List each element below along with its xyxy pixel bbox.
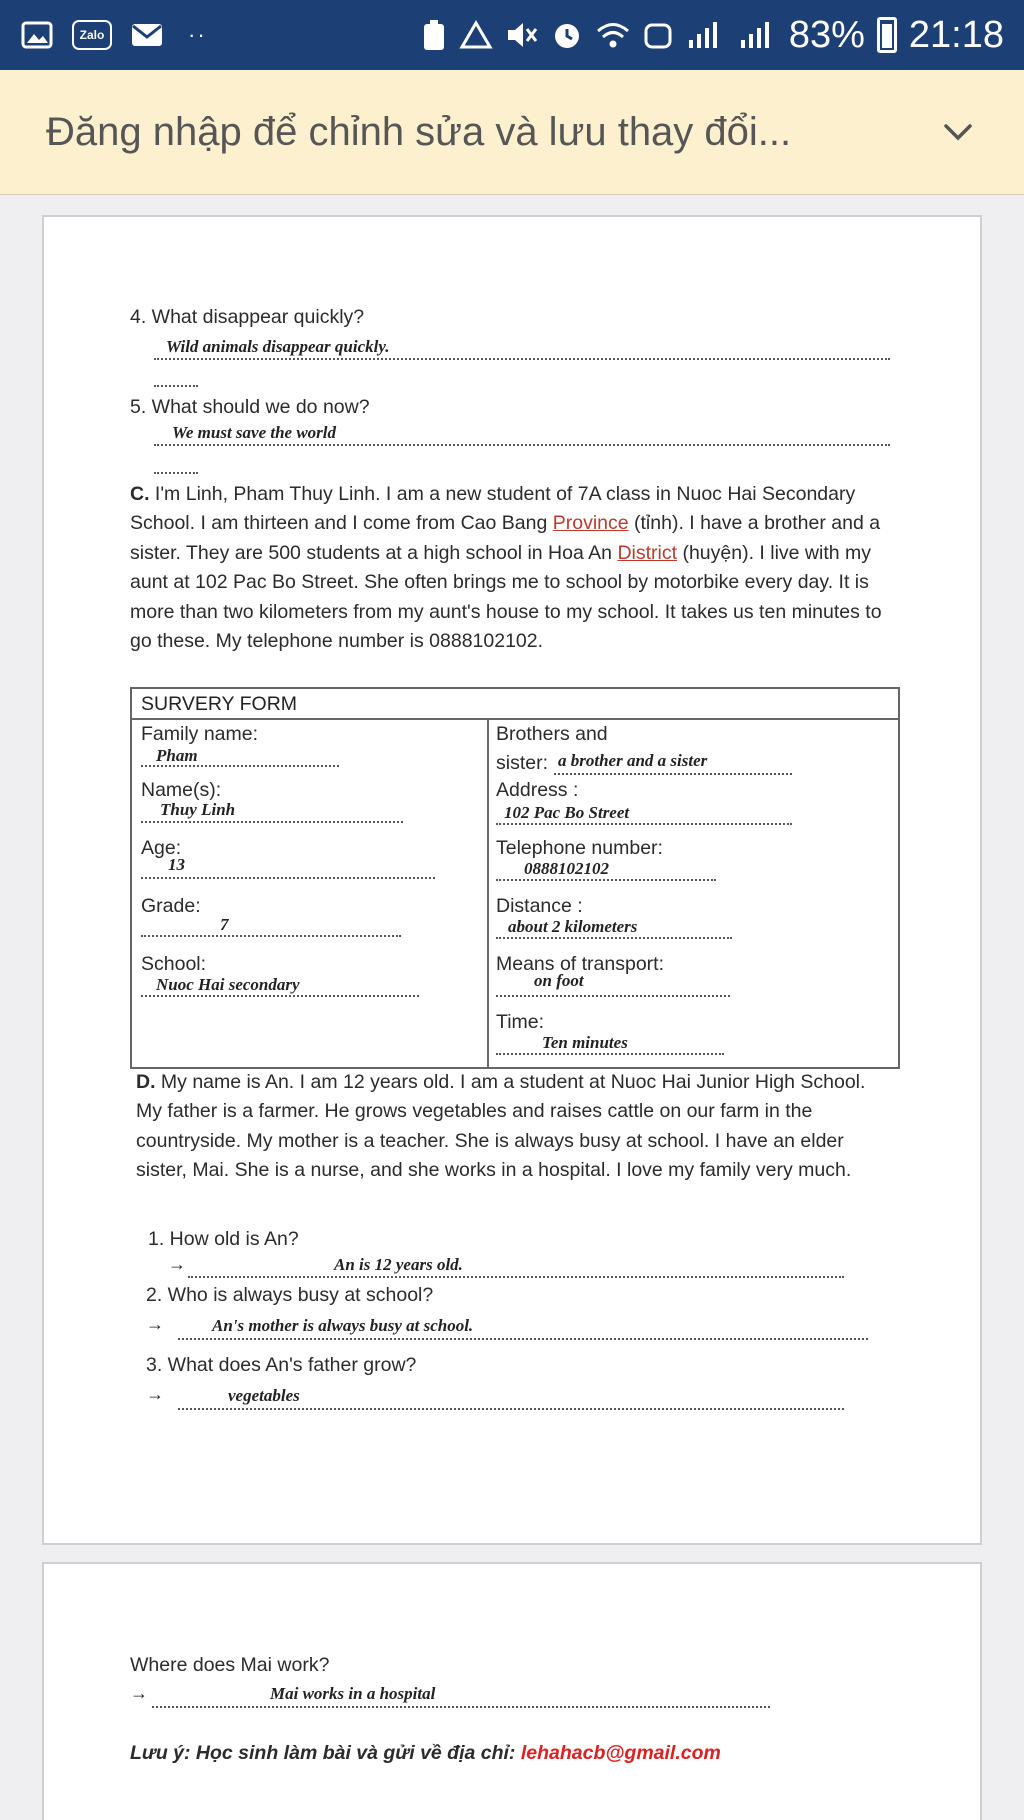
gallery-icon: [20, 20, 54, 50]
brothers-label-2: sister:: [496, 752, 549, 774]
grade-label: Grade:: [141, 895, 201, 917]
recycle-icon: [421, 18, 447, 52]
answer-line-b5-cont: [154, 452, 198, 474]
arrow-icon: →: [130, 1683, 148, 1703]
survey-form-divider: [487, 720, 489, 1069]
school-value: Nuoc Hai secondary: [156, 975, 300, 994]
names-label: Name(s):: [141, 779, 222, 801]
question-d2: 2. Who is always busy at school?: [146, 1284, 434, 1306]
signal-icon: [685, 20, 725, 50]
distance-value: about 2 kilometers: [508, 917, 638, 936]
survey-form-title: SURVERY FORM: [132, 689, 898, 720]
answer-line-d4: [152, 1686, 770, 1708]
age-value: 13: [168, 855, 185, 874]
age-label: Age:: [141, 837, 182, 859]
time-value: Ten minutes: [542, 1033, 628, 1052]
question-d1: 1. How old is An?: [148, 1228, 299, 1250]
arrow-icon: →: [168, 1254, 186, 1274]
sync-icon: [459, 20, 493, 50]
school-label: School:: [141, 953, 207, 975]
more-notifications-icon: ··: [188, 22, 207, 47]
chevron-down-icon[interactable]: [938, 112, 978, 152]
battery-percent: 83%: [788, 13, 865, 56]
question-b5: 5. What should we do now?: [130, 396, 370, 418]
signal-icon-2: [737, 20, 777, 50]
zalo-icon: Zalo: [72, 20, 112, 50]
family-name-value: Pham: [156, 746, 198, 765]
section-c-paragraph: C. I'm Linh, Pham Thuy Linh. I am a new student of 7A class in Nuoc Hai Secondary School. I am thirteen and I come from Cao Bang Province (tỉnh). I have a brother and a sister. They are 500 students at a high school in Hoa An District (huyện). I live with my aunt at 102 Pac Bo Street. She often brings me to school by motorbike every day. It is more than two kilometers from my aunt's house to my school. It takes us ten minutes to go these. My telephone number is 0888102102.: [130, 483, 882, 653]
alarm-icon: [551, 19, 583, 51]
distance-label: Distance :: [496, 895, 583, 917]
address-label: Address :: [496, 779, 579, 801]
answer-d2: An's mother is always busy at school.: [212, 1316, 474, 1335]
hotspot-icon: [643, 20, 673, 50]
grade-value: 7: [220, 915, 229, 934]
address-value: 102 Pac Bo Street: [504, 803, 630, 822]
age-line: [141, 857, 435, 879]
arrow-icon: →: [146, 1314, 164, 1334]
transport-line: [496, 975, 730, 997]
phone-label: Telephone number:: [496, 837, 663, 859]
email-link[interactable]: lehahacb@gmail.com: [520, 1742, 721, 1764]
section-d-paragraph: D. My name is An. I am 12 years old. I am a student at Nuoc Hai Junior High School. My father is a farmer. He grows vegetables and raises cattle on our farm in the countryside. My mother is a teacher. She is always busy at school. I have an elder sister, Mai. She is a nurse, and she works in a hospital. I love my family very much.: [136, 1071, 866, 1182]
mail-icon: [130, 20, 164, 50]
answer-line-b4-cont: [154, 365, 198, 387]
battery-icon: [877, 17, 897, 53]
question-d4: Where does Mai work?: [130, 1654, 330, 1676]
answer-b5: We must save the world: [172, 423, 337, 442]
status-bar: [0, 0, 1024, 70]
transport-label: Means of transport:: [496, 953, 664, 975]
answer-b4: Wild animals disappear quickly.: [166, 337, 390, 356]
family-name-label: Family name:: [141, 723, 259, 745]
answer-d1: An is 12 years old.: [334, 1255, 463, 1274]
time-label: Time:: [496, 1011, 545, 1033]
province-link[interactable]: Province: [552, 512, 629, 535]
answer-line-d1: [188, 1256, 844, 1278]
transport-value: on foot: [534, 971, 584, 990]
login-banner[interactable]: [0, 70, 1024, 195]
wifi-icon: [595, 20, 631, 50]
login-banner-text: Đăng nhập để chỉnh sửa và lưu thay đổi...: [46, 109, 792, 154]
brothers-value: a brother and a sister: [558, 751, 708, 770]
names-value: Thuy Linh: [160, 800, 236, 819]
grade-line: [141, 915, 401, 937]
question-b4: 4. What disappear quickly?: [130, 306, 365, 328]
survey-form: [130, 687, 900, 1069]
mute-icon: [505, 20, 539, 50]
question-d3: 3. What does An's father grow?: [146, 1354, 417, 1376]
clock: 21:18: [908, 13, 1004, 56]
submission-note: Lưu ý: Học sinh làm bài và gửi về địa chỉ: lehahacb@gmail.com: [130, 1742, 721, 1764]
phone-value: 0888102102: [524, 859, 609, 878]
answer-d4: Mai works in a hospital: [270, 1684, 436, 1703]
district-link[interactable]: District: [617, 541, 678, 564]
brothers-label: Brothers and: [496, 723, 608, 745]
answer-d3: vegetables: [228, 1386, 300, 1405]
arrow-icon: →: [146, 1384, 164, 1404]
